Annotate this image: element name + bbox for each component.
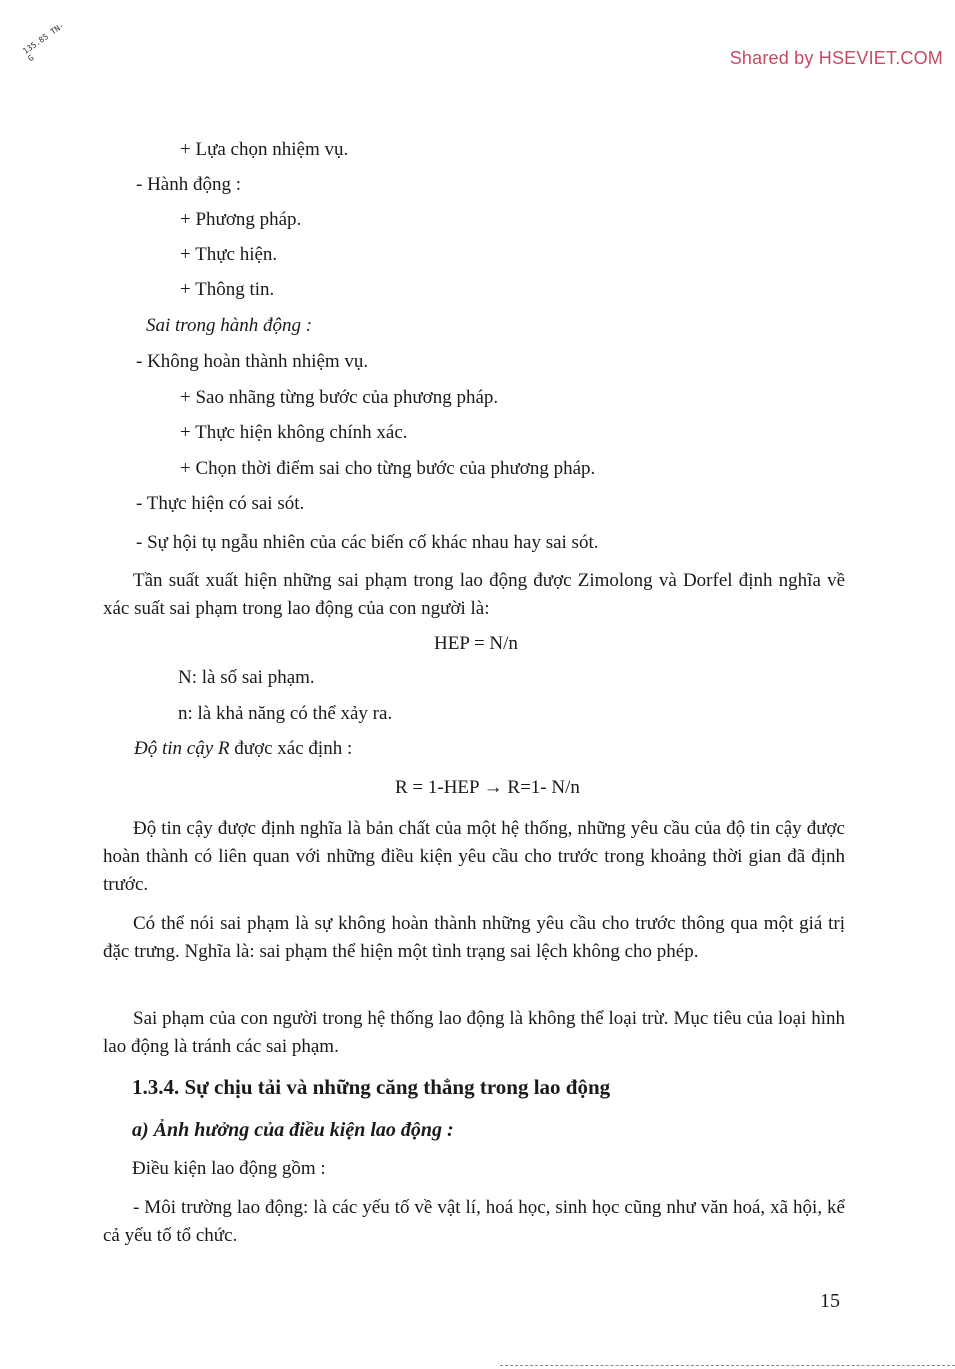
text-line: - Không hoàn thành nhiệm vụ. [136, 351, 369, 372]
text-line-rest: được xác định : [229, 738, 353, 759]
page-number: 15 [820, 1290, 840, 1312]
text-line: n: là khả năng có thể xảy ra. [178, 703, 393, 724]
text-line: - Sự hội tụ ngẫu nhiên của các biến cố khác nhau hay sai sót. [136, 532, 599, 553]
text-line: + Thực hiện. [180, 244, 278, 265]
text-line: + Thông tin. [180, 279, 275, 300]
text-line: + Sao nhãng từng bước của phương pháp. [180, 387, 499, 408]
text-line: + Chọn thời điểm sai cho từng bước của phương pháp. [180, 458, 596, 479]
text-line [134, 737, 352, 761]
formula: R = 1-HEP → R=1- N/n [395, 777, 580, 798]
library-stamp: 135.85 TN-G [21, 20, 66, 64]
paragraph: Có thể nói sai phạm là sự không hoàn thành những yêu cầu cho trước thông qua một giá trị đặc trưng. Nghĩa là: sai phạm thể hiện một tình trạng sai lệch không cho phép. [103, 913, 845, 962]
bottom-rule [500, 1365, 955, 1366]
paragraph: Tần suất xuất hiện những sai phạm trong lao động được Zimolong và Dorfel định nghĩa về xác suất sai phạm trong lao động của con người là: [103, 570, 845, 619]
section-label: Sai trong hành động : [146, 315, 313, 336]
text-line: + Lựa chọn nhiệm vụ. [180, 139, 349, 160]
term-reliability: Độ tin cậy R [134, 738, 230, 759]
text-line: + Phương pháp. [180, 209, 302, 230]
text-line: - Hành động : [136, 174, 242, 195]
section-heading: 1.3.4. Sự chịu tải và những căng thẳng trong lao động [132, 1075, 611, 1099]
watermark: Shared by HSEVIET.COM [729, 48, 943, 68]
subsection-heading: a) Ảnh hưởng của điều kiện lao động : [132, 1119, 454, 1141]
text-line: N: là số sai phạm. [178, 667, 315, 688]
text-line: + Thực hiện không chính xác. [180, 422, 408, 443]
paragraph: Sai phạm của con người trong hệ thống lao động là không thể loại trừ. Mục tiêu của loại hình lao động là tránh các sai phạm. [103, 1008, 845, 1057]
paragraph: Độ tin cậy được định nghĩa là bản chất của một hệ thống, những yêu cầu của độ tin cậy được hoàn thành có liên quan với những điều kiện yêu cầu cho trước trong khoảng thời gian đã định trước. [103, 818, 845, 895]
text-line: - Thực hiện có sai sót. [136, 493, 305, 514]
paragraph: - Môi trường lao động: là các yếu tố về vật lí, hoá học, sinh học cũng như văn hoá, xã hội, kể cả yếu tố tổ chức. [103, 1197, 845, 1246]
text-line: Điều kiện lao động gồm : [132, 1158, 326, 1179]
formula: HEP = N/n [434, 633, 518, 654]
